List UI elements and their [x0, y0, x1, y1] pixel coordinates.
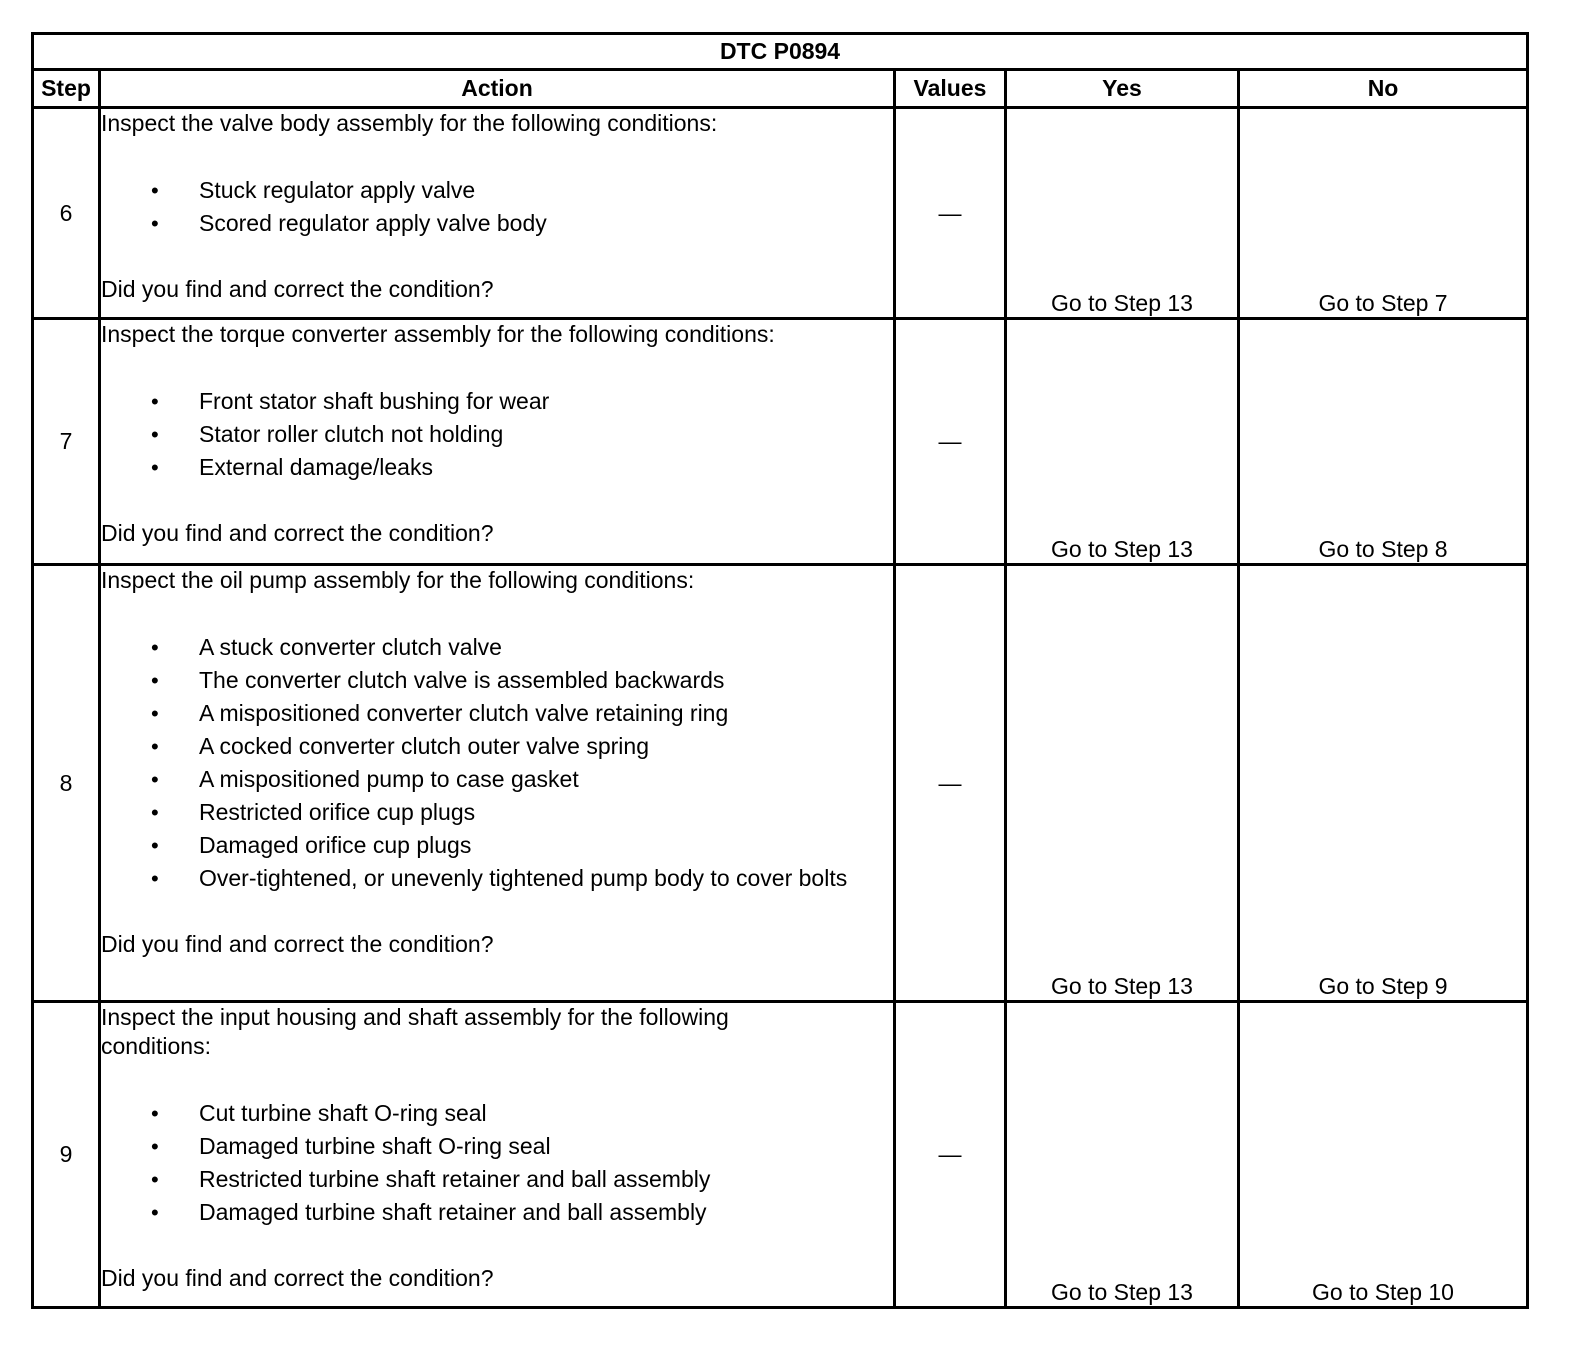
list-item: • The converter clutch valve is assembled backwards: [101, 666, 893, 695]
dtc-table: [31, 32, 1529, 1309]
list-item: • Front stator shaft bushing for wear: [101, 387, 893, 416]
header-no: No: [1239, 70, 1528, 108]
step-number: 6: [33, 108, 100, 319]
table-title: DTC P0894: [33, 34, 1528, 70]
value-cell: —: [895, 1002, 1006, 1308]
header-yes: Yes: [1006, 70, 1239, 108]
table-row: [33, 108, 1528, 319]
list-item: • Restricted turbine shaft retainer and ball assembly: [101, 1165, 893, 1194]
step-number: 9: [33, 1002, 100, 1308]
list-item: • Stuck regulator apply valve: [101, 176, 893, 205]
condition-list: [101, 1099, 893, 1227]
yes-cell: Go to Step 13: [1006, 1002, 1239, 1308]
list-item: • Over-tightened, or unevenly tightened pump body to cover bolts: [101, 864, 893, 893]
action-intro: Inspect the oil pump assembly for the following conditions:: [101, 567, 695, 593]
list-item: • A cocked converter clutch outer valve spring: [101, 732, 893, 761]
step-number: 7: [33, 319, 100, 565]
yes-cell: Go to Step 13: [1006, 319, 1239, 565]
yes-cell: Go to Step 13: [1006, 565, 1239, 1002]
list-item: • A mispositioned converter clutch valve retaining ring: [101, 699, 893, 728]
step-number: 8: [33, 565, 100, 1002]
action-question: Did you find and correct the condition?: [101, 1265, 494, 1291]
list-item: • Stator roller clutch not holding: [101, 420, 893, 449]
action-question: Did you find and correct the condition?: [101, 931, 494, 957]
list-item: • A stuck converter clutch valve: [101, 633, 893, 662]
value-cell: —: [895, 565, 1006, 1002]
action-question: Did you find and correct the condition?: [101, 276, 494, 302]
value-cell: —: [895, 108, 1006, 319]
header-values: Values: [895, 70, 1006, 108]
table-row: [33, 319, 1528, 565]
action-intro: Inspect the input housing and shaft assembly for the following conditions:: [101, 1004, 729, 1059]
table-row: [33, 1002, 1528, 1308]
no-cell: Go to Step 8: [1239, 319, 1528, 565]
action-cell: [100, 1002, 895, 1308]
condition-list: [101, 387, 893, 482]
action-intro: Inspect the valve body assembly for the following conditions:: [101, 110, 718, 136]
no-cell: Go to Step 9: [1239, 565, 1528, 1002]
header-step: Step: [33, 70, 100, 108]
list-item: • Scored regulator apply valve body: [101, 209, 893, 238]
value-cell: —: [895, 319, 1006, 565]
action-cell: [100, 108, 895, 319]
yes-cell: Go to Step 13: [1006, 108, 1239, 319]
table-row: [33, 565, 1528, 1002]
condition-list: [101, 176, 893, 238]
list-item: • A mispositioned pump to case gasket: [101, 765, 893, 794]
list-item: • Cut turbine shaft O-ring seal: [101, 1099, 893, 1128]
action-cell: [100, 319, 895, 565]
no-cell: Go to Step 7: [1239, 108, 1528, 319]
list-item: • Damaged turbine shaft retainer and ball assembly: [101, 1198, 893, 1227]
condition-list: [101, 633, 893, 893]
list-item: • Damaged orifice cup plugs: [101, 831, 893, 860]
header-action: Action: [100, 70, 895, 108]
list-item: • External damage/leaks: [101, 453, 893, 482]
list-item: • Restricted orifice cup plugs: [101, 798, 893, 827]
action-intro: Inspect the torque converter assembly for the following conditions:: [101, 321, 775, 347]
list-item: • Damaged turbine shaft O-ring seal: [101, 1132, 893, 1161]
action-question: Did you find and correct the condition?: [101, 520, 494, 546]
action-cell: [100, 565, 895, 1002]
no-cell: Go to Step 10: [1239, 1002, 1528, 1308]
